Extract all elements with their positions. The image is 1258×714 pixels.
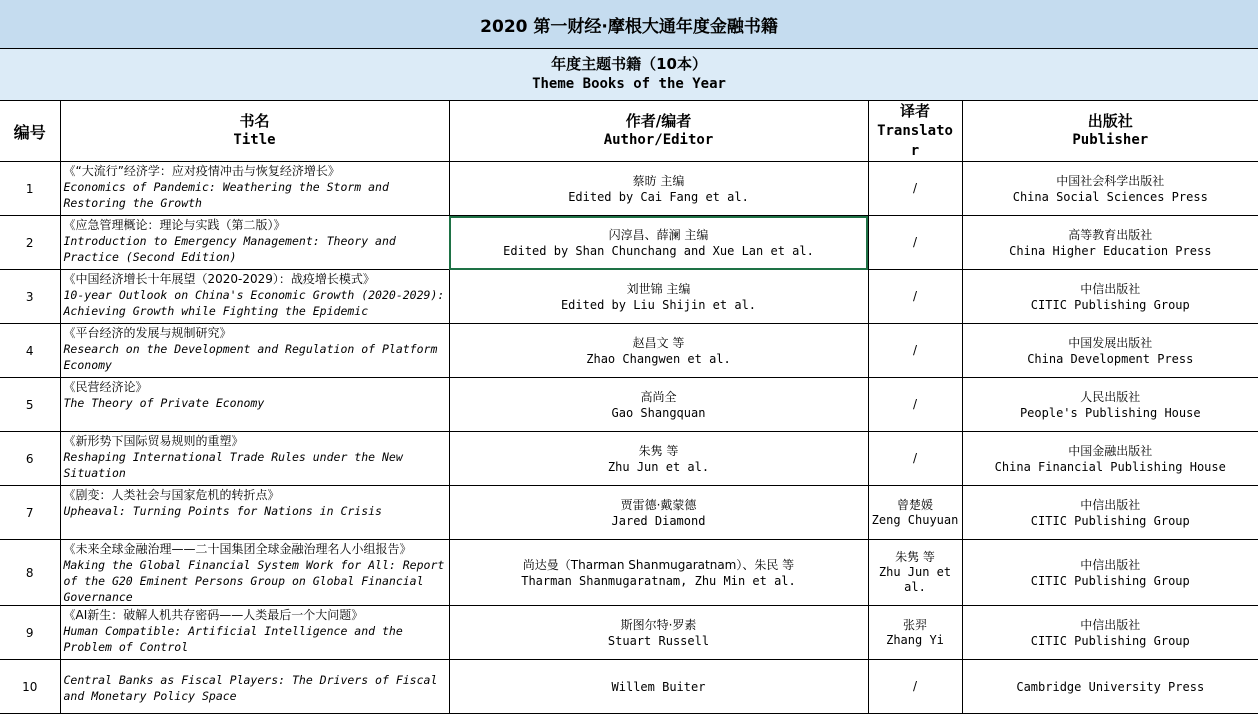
table-row xyxy=(0,324,1258,378)
header-translator-en: Translato xyxy=(869,121,962,141)
cell-translator[interactable] xyxy=(868,378,962,432)
publisher-zh: 中国金融出版社 xyxy=(963,443,1258,459)
cell-publisher[interactable] xyxy=(962,162,1258,216)
book-title-en: Central Banks as Fiscal Players: The Drivers of Fiscal and Monetary Policy Space xyxy=(64,672,446,704)
cell-publisher[interactable] xyxy=(962,540,1258,606)
header-translator[interactable] xyxy=(868,101,962,162)
book-title-zh: 《AI新生：破解人机共存密码——人类最后一个大问题》 xyxy=(64,608,446,623)
cell-author[interactable] xyxy=(449,270,868,324)
header-publisher-en: Publisher xyxy=(963,131,1258,150)
header-title-en: Title xyxy=(61,131,449,150)
publisher-zh: 中信出版社 xyxy=(963,497,1258,513)
cell-title[interactable] xyxy=(60,216,449,270)
cell-num[interactable] xyxy=(0,162,60,216)
book-number: 2 xyxy=(26,236,34,250)
book-number: 6 xyxy=(26,452,34,466)
publisher-zh: 中信出版社 xyxy=(963,557,1258,573)
cell-translator[interactable] xyxy=(868,216,962,270)
book-title-zh: 《新形势下国际贸易规则的重塑》 xyxy=(64,434,446,449)
cell-publisher[interactable] xyxy=(962,270,1258,324)
cell-author[interactable] xyxy=(449,216,868,270)
book-title-en: Introduction to Emergency Management: Theory and Practice (Second Edition) xyxy=(64,233,446,265)
header-num[interactable] xyxy=(0,101,60,162)
table-row xyxy=(0,216,1258,270)
book-title-en: Research on the Development and Regulation of Platform Economy xyxy=(64,341,446,373)
publisher-zh: 中信出版社 xyxy=(963,617,1258,633)
author-en: Jared Diamond xyxy=(450,513,868,529)
cell-author[interactable] xyxy=(449,606,868,660)
table-row xyxy=(0,378,1258,432)
author-zh: 尚达曼（Tharman Shanmugaratnam）、朱民 等 xyxy=(450,557,868,573)
translator-zh: / xyxy=(869,397,962,412)
cell-translator[interactable] xyxy=(868,606,962,660)
publisher-zh: 人民出版社 xyxy=(963,389,1258,405)
cell-title[interactable] xyxy=(60,540,449,606)
book-number: 4 xyxy=(26,344,34,358)
cell-num[interactable] xyxy=(0,378,60,432)
cell-publisher[interactable] xyxy=(962,432,1258,486)
book-title-en: Making the Global Financial System Work for All: Report of the G20 Eminent Persons Group on Global Financial Governance xyxy=(64,557,446,605)
author-en: Edited by Cai Fang et al. xyxy=(450,189,868,205)
book-number: 1 xyxy=(26,182,34,196)
section-title-zh: 年度主题书籍（10本） xyxy=(0,55,1258,74)
author-zh: 高尚全 xyxy=(450,389,868,405)
author-en: Edited by Shan Chunchang and Xue Lan et al. xyxy=(450,243,868,259)
book-title-zh: 《中国经济增长十年展望（2020-2029）：战疫增长模式》 xyxy=(64,272,446,287)
author-zh: 蔡昉 主编 xyxy=(450,173,868,189)
book-number: 3 xyxy=(26,290,34,304)
publisher-en: CITIC Publishing Group xyxy=(963,573,1258,589)
book-number: 7 xyxy=(26,506,34,520)
page-title-text: 2020 第一财经·摩根大通年度金融书籍 xyxy=(480,17,778,37)
author-en: Tharman Shanmugaratnam, Zhu Min et al. xyxy=(450,573,868,589)
author-zh: 赵昌文 等 xyxy=(450,335,868,351)
cell-publisher[interactable] xyxy=(962,378,1258,432)
cell-author[interactable] xyxy=(449,162,868,216)
translator-zh: / xyxy=(869,343,962,358)
cell-num[interactable] xyxy=(0,606,60,660)
cell-translator[interactable] xyxy=(868,540,962,606)
cell-num[interactable] xyxy=(0,540,60,606)
header-author-en: Author/Editor xyxy=(450,131,868,150)
translator-zh: 张羿 xyxy=(869,618,962,633)
author-en: Willem Buiter xyxy=(450,679,868,695)
cell-title[interactable] xyxy=(60,162,449,216)
table-row xyxy=(0,432,1258,486)
book-number: 10 xyxy=(22,680,37,694)
author-en: Zhao Changwen et al. xyxy=(450,351,868,367)
cell-publisher[interactable] xyxy=(962,324,1258,378)
publisher-zh: 中信出版社 xyxy=(963,281,1258,297)
book-number: 9 xyxy=(26,626,34,640)
cell-title[interactable] xyxy=(60,270,449,324)
header-num-label: 编号 xyxy=(14,123,46,142)
header-translator-zh: 译者 xyxy=(869,101,962,121)
book-title-en: The Theory of Private Economy xyxy=(64,395,446,411)
book-title-en: Human Compatible: Artificial Intelligence and the Problem of Control xyxy=(64,623,446,655)
table-row xyxy=(0,486,1258,540)
header-publisher[interactable] xyxy=(962,101,1258,162)
author-zh: 闪淳昌、薛澜 主编 xyxy=(450,227,868,243)
table-row xyxy=(0,270,1258,324)
table-row xyxy=(0,606,1258,660)
header-author[interactable] xyxy=(449,101,868,162)
author-en: Gao Shangquan xyxy=(450,405,868,421)
cell-num[interactable] xyxy=(0,216,60,270)
cell-num[interactable] xyxy=(0,270,60,324)
header-title[interactable] xyxy=(60,101,449,162)
cell-num[interactable] xyxy=(0,486,60,540)
book-title-zh: 《未来全球金融治理——二十国集团全球金融治理名人小组报告》 xyxy=(64,542,446,557)
publisher-en: China Financial Publishing House xyxy=(963,459,1258,475)
publisher-en: CITIC Publishing Group xyxy=(963,297,1258,313)
cell-translator[interactable] xyxy=(868,486,962,540)
translator-zh: 朱隽 等 xyxy=(869,550,962,565)
book-title-zh: 《剧变：人类社会与国家危机的转折点》 xyxy=(64,488,446,503)
header-author-zh: 作者/编者 xyxy=(450,112,868,131)
translator-zh: 曾楚媛 xyxy=(869,498,962,513)
author-en: Stuart Russell xyxy=(450,633,868,649)
translator-en: Zeng Chuyuan xyxy=(869,513,962,528)
publisher-en: CITIC Publishing Group xyxy=(963,633,1258,649)
page-title[interactable] xyxy=(0,0,1258,49)
cell-author[interactable] xyxy=(449,378,868,432)
cell-author[interactable] xyxy=(449,432,868,486)
cell-publisher[interactable] xyxy=(962,660,1258,714)
cell-publisher[interactable] xyxy=(962,606,1258,660)
cell-title[interactable] xyxy=(60,432,449,486)
section-header[interactable] xyxy=(0,49,1258,101)
translator-zh: / xyxy=(869,289,962,304)
book-title-zh: 《民营经济论》 xyxy=(64,380,446,395)
author-zh: 贾雷德·戴蒙德 xyxy=(450,497,868,513)
cell-title[interactable] xyxy=(60,660,449,714)
table-row xyxy=(0,540,1258,606)
column-header-row xyxy=(0,101,1258,162)
cell-translator[interactable] xyxy=(868,324,962,378)
cell-translator[interactable] xyxy=(868,660,962,714)
cell-title[interactable] xyxy=(60,378,449,432)
cell-title[interactable] xyxy=(60,324,449,378)
cell-num[interactable] xyxy=(0,660,60,714)
section-title-en: Theme Books of the Year xyxy=(0,74,1258,94)
translator-zh: / xyxy=(869,451,962,466)
cell-author[interactable] xyxy=(449,486,868,540)
author-zh: 朱隽 等 xyxy=(450,443,868,459)
publisher-en: Cambridge University Press xyxy=(963,679,1258,695)
table-row xyxy=(0,660,1258,714)
cell-author[interactable] xyxy=(449,540,868,606)
book-number: 5 xyxy=(26,398,34,412)
cell-num[interactable] xyxy=(0,432,60,486)
book-title-en: 10-year Outlook on China's Economic Growth (2020-2029): Achieving Growth while Fighting the Epidemic xyxy=(64,287,446,319)
cell-title[interactable] xyxy=(60,606,449,660)
cell-author[interactable] xyxy=(449,324,868,378)
book-title-zh: 《平台经济的发展与规制研究》 xyxy=(64,326,446,341)
cell-publisher[interactable] xyxy=(962,216,1258,270)
publisher-en: CITIC Publishing Group xyxy=(963,513,1258,529)
header-translator-en-overflow: r xyxy=(869,141,962,161)
author-en: Zhu Jun et al. xyxy=(450,459,868,475)
translator-zh: / xyxy=(869,181,962,196)
publisher-zh: 中国社会科学出版社 xyxy=(963,173,1258,189)
cell-publisher[interactable] xyxy=(962,486,1258,540)
cell-translator[interactable] xyxy=(868,162,962,216)
publisher-en: China Social Sciences Press xyxy=(963,189,1258,205)
cell-author[interactable] xyxy=(449,660,868,714)
author-en: Edited by Liu Shijin et al. xyxy=(450,297,868,313)
cell-translator[interactable] xyxy=(868,432,962,486)
book-title-en: Reshaping International Trade Rules under the New Situation xyxy=(64,449,446,481)
translator-en: Zhang Yi xyxy=(869,633,962,648)
header-title-zh: 书名 xyxy=(61,112,449,131)
publisher-en: China Higher Education Press xyxy=(963,243,1258,259)
author-zh: 斯图尔特·罗素 xyxy=(450,617,868,633)
cell-title[interactable] xyxy=(60,486,449,540)
cell-translator[interactable] xyxy=(868,270,962,324)
publisher-zh: 高等教育出版社 xyxy=(963,227,1258,243)
cell-num[interactable] xyxy=(0,324,60,378)
translator-en: Zhu Jun et al. xyxy=(869,565,962,595)
table-row xyxy=(0,162,1258,216)
publisher-zh: 中国发展出版社 xyxy=(963,335,1258,351)
book-title-en: Upheaval: Turning Points for Nations in Crisis xyxy=(64,503,446,519)
translator-zh: / xyxy=(869,679,962,694)
book-title-zh: 《“大流行”经济学：应对疫情冲击与恢复经济增长》 xyxy=(64,164,446,179)
publisher-en: People's Publishing House xyxy=(963,405,1258,421)
header-publisher-zh: 出版社 xyxy=(963,112,1258,131)
book-title-en: Economics of Pandemic: Weathering the Storm and Restoring the Growth xyxy=(64,179,446,211)
book-number: 8 xyxy=(26,566,34,580)
translator-zh: / xyxy=(869,235,962,250)
book-title-zh: 《应急管理概论：理论与实践（第二版）》 xyxy=(64,218,446,233)
author-zh: 刘世锦 主编 xyxy=(450,281,868,297)
publisher-en: China Development Press xyxy=(963,351,1258,367)
